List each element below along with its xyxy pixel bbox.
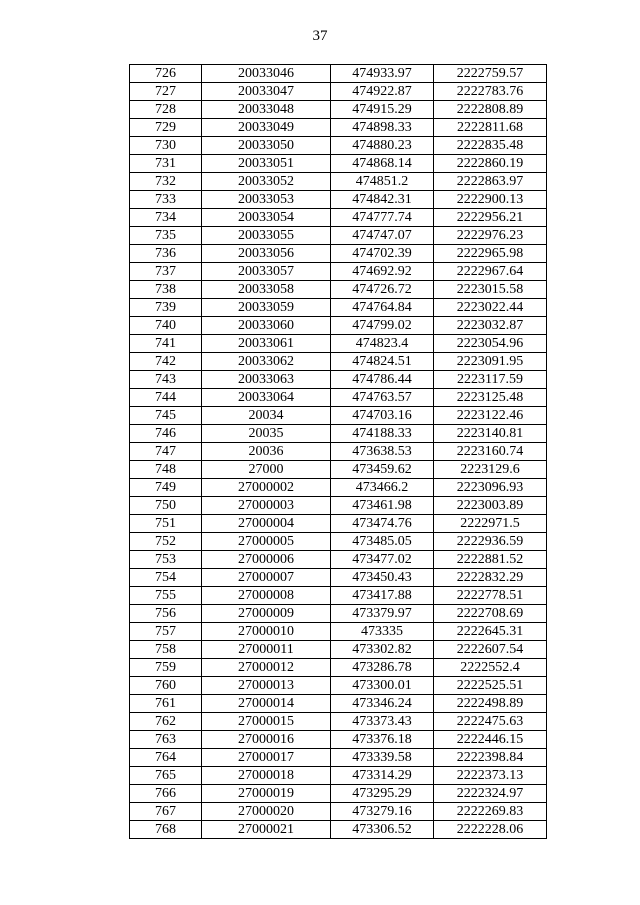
x-coordinate-cell: 474692.92 — [331, 263, 434, 281]
point-id-cell: 27000008 — [202, 587, 331, 605]
table-row — [130, 371, 547, 389]
table-row — [130, 461, 547, 479]
x-coordinate-cell: 473335 — [331, 623, 434, 641]
table-row — [130, 119, 547, 137]
table-row — [130, 83, 547, 101]
y-coordinate-cell: 2223096.93 — [434, 479, 547, 497]
point-id-cell: 27000002 — [202, 479, 331, 497]
point-id-cell: 20033053 — [202, 191, 331, 209]
point-id-cell: 27000018 — [202, 767, 331, 785]
x-coordinate-cell: 474933.97 — [331, 65, 434, 83]
y-coordinate-cell: 2222525.51 — [434, 677, 547, 695]
row-number-cell: 743 — [130, 371, 202, 389]
y-coordinate-cell: 2223140.81 — [434, 425, 547, 443]
y-coordinate-cell: 2223160.74 — [434, 443, 547, 461]
y-coordinate-cell: 2223091.95 — [434, 353, 547, 371]
table-row — [130, 191, 547, 209]
x-coordinate-cell: 474786.44 — [331, 371, 434, 389]
point-id-cell: 20033055 — [202, 227, 331, 245]
x-coordinate-cell: 473450.43 — [331, 569, 434, 587]
row-number-cell: 764 — [130, 749, 202, 767]
x-coordinate-cell: 473474.76 — [331, 515, 434, 533]
table-row — [130, 299, 547, 317]
y-coordinate-cell: 2223054.96 — [434, 335, 547, 353]
y-coordinate-cell: 2222708.69 — [434, 605, 547, 623]
point-id-cell: 27000009 — [202, 605, 331, 623]
point-id-cell: 27000005 — [202, 533, 331, 551]
y-coordinate-cell: 2222967.64 — [434, 263, 547, 281]
x-coordinate-cell: 473459.62 — [331, 461, 434, 479]
x-coordinate-cell: 473477.02 — [331, 551, 434, 569]
table-row — [130, 245, 547, 263]
row-number-cell: 746 — [130, 425, 202, 443]
row-number-cell: 745 — [130, 407, 202, 425]
y-coordinate-cell: 2223003.89 — [434, 497, 547, 515]
table-row — [130, 623, 547, 641]
table-row — [130, 605, 547, 623]
x-coordinate-cell: 474726.72 — [331, 281, 434, 299]
table-row — [130, 767, 547, 785]
point-id-cell: 27000019 — [202, 785, 331, 803]
page-number: 37 — [312, 28, 328, 44]
point-id-cell: 20033060 — [202, 317, 331, 335]
point-id-cell: 27000016 — [202, 731, 331, 749]
coordinates-table — [129, 64, 547, 839]
x-coordinate-cell: 473300.01 — [331, 677, 434, 695]
x-coordinate-cell: 473286.78 — [331, 659, 434, 677]
point-id-cell: 27000 — [202, 461, 331, 479]
row-number-cell: 749 — [130, 479, 202, 497]
point-id-cell: 20033054 — [202, 209, 331, 227]
point-id-cell: 27000017 — [202, 749, 331, 767]
y-coordinate-cell: 2222808.89 — [434, 101, 547, 119]
table-row — [130, 785, 547, 803]
table-row — [130, 569, 547, 587]
table-row — [130, 515, 547, 533]
row-number-cell: 747 — [130, 443, 202, 461]
table-row — [130, 821, 547, 839]
y-coordinate-cell: 2222607.54 — [434, 641, 547, 659]
row-number-cell: 727 — [130, 83, 202, 101]
y-coordinate-cell: 2222498.89 — [434, 695, 547, 713]
row-number-cell: 736 — [130, 245, 202, 263]
row-number-cell: 758 — [130, 641, 202, 659]
row-number-cell: 765 — [130, 767, 202, 785]
x-coordinate-cell: 473295.29 — [331, 785, 434, 803]
row-number-cell: 767 — [130, 803, 202, 821]
point-id-cell: 20036 — [202, 443, 331, 461]
point-id-cell: 20033051 — [202, 155, 331, 173]
y-coordinate-cell: 2222881.52 — [434, 551, 547, 569]
y-coordinate-cell: 2222398.84 — [434, 749, 547, 767]
y-coordinate-cell: 2222832.29 — [434, 569, 547, 587]
point-id-cell: 20033062 — [202, 353, 331, 371]
x-coordinate-cell: 474747.07 — [331, 227, 434, 245]
point-id-cell: 27000014 — [202, 695, 331, 713]
y-coordinate-cell: 2222228.06 — [434, 821, 547, 839]
y-coordinate-cell: 2222863.97 — [434, 173, 547, 191]
table-row — [130, 803, 547, 821]
point-id-cell: 27000010 — [202, 623, 331, 641]
point-id-cell: 20033052 — [202, 173, 331, 191]
x-coordinate-cell: 474851.2 — [331, 173, 434, 191]
point-id-cell: 20033059 — [202, 299, 331, 317]
y-coordinate-cell: 2223022.44 — [434, 299, 547, 317]
point-id-cell: 27000020 — [202, 803, 331, 821]
y-coordinate-cell: 2222956.21 — [434, 209, 547, 227]
table-row — [130, 101, 547, 119]
row-number-cell: 737 — [130, 263, 202, 281]
row-number-cell: 761 — [130, 695, 202, 713]
row-number-cell: 733 — [130, 191, 202, 209]
x-coordinate-cell: 474764.84 — [331, 299, 434, 317]
table-row — [130, 695, 547, 713]
y-coordinate-cell: 2222373.13 — [434, 767, 547, 785]
y-coordinate-cell: 2223032.87 — [434, 317, 547, 335]
point-id-cell: 20033049 — [202, 119, 331, 137]
row-number-cell: 754 — [130, 569, 202, 587]
y-coordinate-cell: 2222446.15 — [434, 731, 547, 749]
table-row — [130, 335, 547, 353]
table-row — [130, 353, 547, 371]
table-row — [130, 407, 547, 425]
point-id-cell: 20033057 — [202, 263, 331, 281]
table-row — [130, 479, 547, 497]
y-coordinate-cell: 2223125.48 — [434, 389, 547, 407]
row-number-cell: 728 — [130, 101, 202, 119]
y-coordinate-cell: 2222778.51 — [434, 587, 547, 605]
y-coordinate-cell: 2222324.97 — [434, 785, 547, 803]
y-coordinate-cell: 2222860.19 — [434, 155, 547, 173]
row-number-cell: 732 — [130, 173, 202, 191]
x-coordinate-cell: 473461.98 — [331, 497, 434, 515]
y-coordinate-cell: 2222645.31 — [434, 623, 547, 641]
x-coordinate-cell: 473339.58 — [331, 749, 434, 767]
table-row — [130, 731, 547, 749]
table-row — [130, 641, 547, 659]
table-row — [130, 155, 547, 173]
point-id-cell: 20033048 — [202, 101, 331, 119]
x-coordinate-cell: 473485.05 — [331, 533, 434, 551]
row-number-cell: 735 — [130, 227, 202, 245]
x-coordinate-cell: 473302.82 — [331, 641, 434, 659]
x-coordinate-cell: 474702.39 — [331, 245, 434, 263]
y-coordinate-cell: 2223015.58 — [434, 281, 547, 299]
x-coordinate-cell: 473638.53 — [331, 443, 434, 461]
table-row — [130, 443, 547, 461]
row-number-cell: 730 — [130, 137, 202, 155]
row-number-cell: 756 — [130, 605, 202, 623]
row-number-cell: 751 — [130, 515, 202, 533]
row-number-cell: 759 — [130, 659, 202, 677]
point-id-cell: 20033064 — [202, 389, 331, 407]
x-coordinate-cell: 474922.87 — [331, 83, 434, 101]
point-id-cell: 20034 — [202, 407, 331, 425]
x-coordinate-cell: 473346.24 — [331, 695, 434, 713]
x-coordinate-cell: 473466.2 — [331, 479, 434, 497]
x-coordinate-cell: 474763.57 — [331, 389, 434, 407]
row-number-cell: 755 — [130, 587, 202, 605]
row-number-cell: 766 — [130, 785, 202, 803]
y-coordinate-cell: 2223117.59 — [434, 371, 547, 389]
table-row — [130, 497, 547, 515]
point-id-cell: 27000015 — [202, 713, 331, 731]
table-row — [130, 227, 547, 245]
x-coordinate-cell: 473417.88 — [331, 587, 434, 605]
y-coordinate-cell: 2223122.46 — [434, 407, 547, 425]
x-coordinate-cell: 474777.74 — [331, 209, 434, 227]
y-coordinate-cell: 2223129.6 — [434, 461, 547, 479]
point-id-cell: 27000011 — [202, 641, 331, 659]
table-row — [130, 587, 547, 605]
row-number-cell: 739 — [130, 299, 202, 317]
y-coordinate-cell: 2222976.23 — [434, 227, 547, 245]
row-number-cell: 731 — [130, 155, 202, 173]
table-row — [130, 551, 547, 569]
point-id-cell: 27000006 — [202, 551, 331, 569]
point-id-cell: 20033058 — [202, 281, 331, 299]
x-coordinate-cell: 473373.43 — [331, 713, 434, 731]
point-id-cell: 27000021 — [202, 821, 331, 839]
row-number-cell: 734 — [130, 209, 202, 227]
row-number-cell: 742 — [130, 353, 202, 371]
point-id-cell: 20033061 — [202, 335, 331, 353]
point-id-cell: 20033047 — [202, 83, 331, 101]
y-coordinate-cell: 2222811.68 — [434, 119, 547, 137]
point-id-cell: 20035 — [202, 425, 331, 443]
row-number-cell: 762 — [130, 713, 202, 731]
x-coordinate-cell: 474868.14 — [331, 155, 434, 173]
x-coordinate-cell: 474880.23 — [331, 137, 434, 155]
x-coordinate-cell: 474188.33 — [331, 425, 434, 443]
point-id-cell: 20033063 — [202, 371, 331, 389]
table-row — [130, 281, 547, 299]
point-id-cell: 27000004 — [202, 515, 331, 533]
row-number-cell: 760 — [130, 677, 202, 695]
table-row — [130, 65, 547, 83]
table-row — [130, 173, 547, 191]
x-coordinate-cell: 474842.31 — [331, 191, 434, 209]
row-number-cell: 768 — [130, 821, 202, 839]
y-coordinate-cell: 2222900.13 — [434, 191, 547, 209]
row-number-cell: 740 — [130, 317, 202, 335]
table-row — [130, 317, 547, 335]
row-number-cell: 748 — [130, 461, 202, 479]
point-id-cell: 27000012 — [202, 659, 331, 677]
table-row — [130, 749, 547, 767]
row-number-cell: 744 — [130, 389, 202, 407]
x-coordinate-cell: 474898.33 — [331, 119, 434, 137]
y-coordinate-cell: 2222475.63 — [434, 713, 547, 731]
point-id-cell: 20033056 — [202, 245, 331, 263]
y-coordinate-cell: 2222783.76 — [434, 83, 547, 101]
row-number-cell: 757 — [130, 623, 202, 641]
point-id-cell: 27000007 — [202, 569, 331, 587]
row-number-cell: 753 — [130, 551, 202, 569]
y-coordinate-cell: 2222971.5 — [434, 515, 547, 533]
table-row — [130, 677, 547, 695]
x-coordinate-cell: 474915.29 — [331, 101, 434, 119]
point-id-cell: 27000003 — [202, 497, 331, 515]
table-row — [130, 659, 547, 677]
table-row — [130, 137, 547, 155]
y-coordinate-cell: 2222936.59 — [434, 533, 547, 551]
table-row — [130, 263, 547, 281]
x-coordinate-cell: 473306.52 — [331, 821, 434, 839]
table-row — [130, 533, 547, 551]
y-coordinate-cell: 2222759.57 — [434, 65, 547, 83]
row-number-cell: 741 — [130, 335, 202, 353]
y-coordinate-cell: 2222269.83 — [434, 803, 547, 821]
point-id-cell: 20033046 — [202, 65, 331, 83]
coordinates-table-body — [130, 65, 547, 839]
table-row — [130, 209, 547, 227]
table-row — [130, 389, 547, 407]
row-number-cell: 726 — [130, 65, 202, 83]
y-coordinate-cell: 2222835.48 — [434, 137, 547, 155]
x-coordinate-cell: 473379.97 — [331, 605, 434, 623]
row-number-cell: 750 — [130, 497, 202, 515]
x-coordinate-cell: 474823.4 — [331, 335, 434, 353]
point-id-cell: 27000013 — [202, 677, 331, 695]
y-coordinate-cell: 2222552.4 — [434, 659, 547, 677]
row-number-cell: 738 — [130, 281, 202, 299]
table-row — [130, 713, 547, 731]
x-coordinate-cell: 474703.16 — [331, 407, 434, 425]
row-number-cell: 763 — [130, 731, 202, 749]
table-row — [130, 425, 547, 443]
x-coordinate-cell: 473279.16 — [331, 803, 434, 821]
point-id-cell: 20033050 — [202, 137, 331, 155]
x-coordinate-cell: 474799.02 — [331, 317, 434, 335]
x-coordinate-cell: 473314.29 — [331, 767, 434, 785]
row-number-cell: 752 — [130, 533, 202, 551]
y-coordinate-cell: 2222965.98 — [434, 245, 547, 263]
row-number-cell: 729 — [130, 119, 202, 137]
x-coordinate-cell: 474824.51 — [331, 353, 434, 371]
x-coordinate-cell: 473376.18 — [331, 731, 434, 749]
